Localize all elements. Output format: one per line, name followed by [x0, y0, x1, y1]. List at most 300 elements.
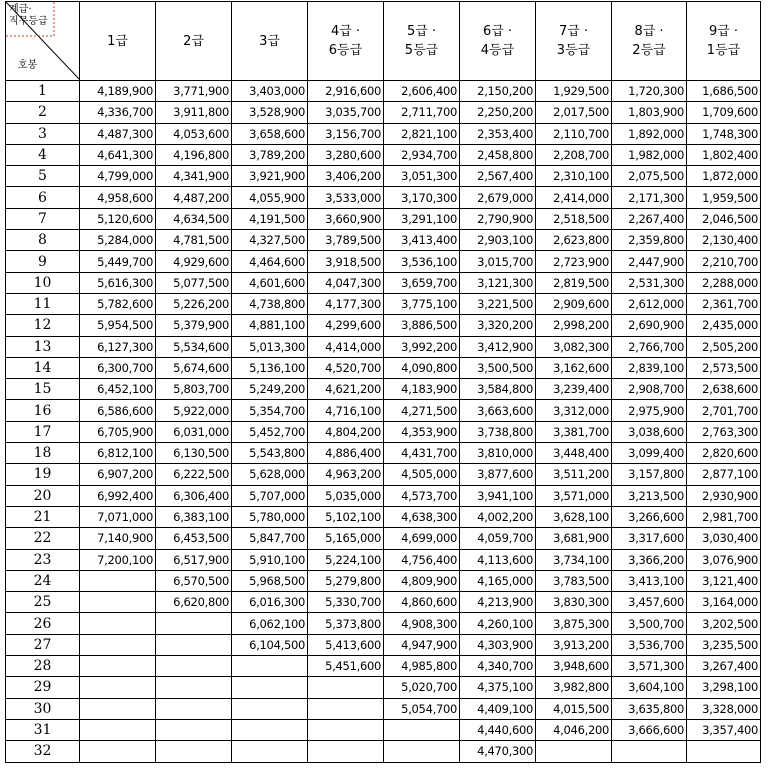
salary-cell: 5,102,100 [308, 506, 384, 527]
salary-cell: 4,601,600 [232, 272, 308, 293]
salary-cell: 6,383,100 [156, 506, 232, 527]
salary-cell: 3,681,900 [536, 528, 612, 549]
salary-cell: 6,306,400 [156, 485, 232, 506]
salary-cell: 4,015,500 [536, 698, 612, 719]
salary-cell: 2,447,900 [612, 251, 687, 272]
table-row [6, 656, 761, 677]
salary-cell: 1,872,000 [687, 166, 761, 187]
salary-cell: 2,766,700 [612, 336, 687, 357]
salary-cell: 2,171,300 [612, 187, 687, 208]
salary-cell [308, 698, 384, 719]
step-cell: 8 [6, 230, 80, 251]
salary-cell: 5,534,600 [156, 336, 232, 357]
salary-cell: 5,707,000 [232, 485, 308, 506]
salary-cell: 6,620,800 [156, 592, 232, 613]
salary-cell: 2,267,400 [612, 208, 687, 229]
salary-cell: 4,908,300 [384, 613, 460, 634]
step-cell: 18 [6, 443, 80, 464]
salary-cell: 2,573,500 [687, 357, 761, 378]
salary-cell: 5,035,000 [308, 485, 384, 506]
salary-cell: 3,076,900 [687, 549, 761, 570]
salary-cell: 2,435,000 [687, 315, 761, 336]
step-cell: 6 [6, 187, 80, 208]
salary-cell: 5,674,600 [156, 357, 232, 378]
salary-cell: 3,771,900 [156, 81, 232, 102]
salary-cell: 4,375,100 [460, 677, 536, 698]
salary-cell: 3,635,800 [612, 698, 687, 719]
salary-cell: 3,877,600 [460, 464, 536, 485]
salary-cell: 3,015,700 [460, 251, 536, 272]
salary-cell: 3,082,300 [536, 336, 612, 357]
salary-cell [384, 741, 460, 762]
table-row [6, 230, 761, 251]
step-cell: 24 [6, 570, 80, 591]
salary-cell: 3,783,500 [536, 570, 612, 591]
salary-cell: 5,780,000 [232, 506, 308, 527]
step-cell: 25 [6, 592, 80, 613]
table-row [6, 634, 761, 655]
salary-cell: 2,623,800 [536, 230, 612, 251]
salary-cell: 4,271,500 [384, 400, 460, 421]
salary-cell [232, 719, 308, 740]
salary-cell: 3,202,500 [687, 613, 761, 634]
salary-cell: 4,756,400 [384, 549, 460, 570]
salary-cell: 4,189,900 [80, 81, 156, 102]
table-row [6, 315, 761, 336]
salary-cell: 3,911,800 [156, 102, 232, 123]
salary-cell: 3,571,300 [612, 656, 687, 677]
salary-cell: 3,121,400 [687, 570, 761, 591]
salary-cell: 5,165,000 [308, 528, 384, 549]
salary-cell: 3,121,300 [460, 272, 536, 293]
salary-cell [308, 677, 384, 698]
table-row [6, 166, 761, 187]
salary-cell: 4,090,800 [384, 357, 460, 378]
salary-cell: 2,820,600 [687, 443, 761, 464]
step-cell: 16 [6, 400, 80, 421]
salary-cell: 4,299,600 [308, 315, 384, 336]
salary-cell: 4,738,800 [232, 293, 308, 314]
table-row [6, 336, 761, 357]
salary-cell [156, 656, 232, 677]
salary-cell: 3,992,200 [384, 336, 460, 357]
salary-cell: 6,992,400 [80, 485, 156, 506]
salary-cell: 2,250,200 [460, 102, 536, 123]
salary-cell: 2,017,500 [536, 102, 612, 123]
grade-header: 9급 · 1등급 [687, 2, 761, 81]
salary-cell: 2,711,700 [384, 102, 460, 123]
salary-cell: 6,907,200 [80, 464, 156, 485]
salary-cell: 3,913,200 [536, 634, 612, 655]
salary-cell: 6,453,500 [156, 528, 232, 549]
salary-cell: 2,839,100 [612, 357, 687, 378]
salary-cell [232, 677, 308, 698]
salary-table [5, 1, 761, 763]
salary-cell: 5,449,700 [80, 251, 156, 272]
step-cell: 29 [6, 677, 80, 698]
table-row [6, 719, 761, 740]
table-row [6, 464, 761, 485]
salary-cell: 6,517,900 [156, 549, 232, 570]
step-cell: 22 [6, 528, 80, 549]
salary-cell: 4,799,000 [80, 166, 156, 187]
salary-cell: 7,200,100 [80, 549, 156, 570]
salary-cell: 5,968,500 [232, 570, 308, 591]
salary-cell: 4,440,600 [460, 719, 536, 740]
salary-cell: 2,763,300 [687, 421, 761, 442]
salary-cell [232, 656, 308, 677]
table-row [6, 379, 761, 400]
salary-cell: 4,191,500 [232, 208, 308, 229]
step-cell: 2 [6, 102, 80, 123]
salary-cell [232, 698, 308, 719]
salary-cell: 5,354,700 [232, 400, 308, 421]
salary-cell: 2,567,400 [460, 166, 536, 187]
step-cell: 11 [6, 293, 80, 314]
salary-cell: 7,140,900 [80, 528, 156, 549]
salary-cell: 7,071,000 [80, 506, 156, 527]
salary-cell: 5,077,500 [156, 272, 232, 293]
salary-cell: 2,046,500 [687, 208, 761, 229]
salary-cell: 4,470,300 [460, 741, 536, 762]
salary-cell [536, 741, 612, 762]
salary-cell: 2,975,900 [612, 400, 687, 421]
table-row [6, 506, 761, 527]
salary-cell: 4,860,600 [384, 592, 460, 613]
salary-cell: 4,053,600 [156, 123, 232, 144]
salary-cell: 1,686,500 [687, 81, 761, 102]
salary-cell: 3,604,100 [612, 677, 687, 698]
salary-cell: 1,802,400 [687, 144, 761, 165]
table-row [6, 81, 761, 102]
grade-header: 4급 · 6등급 [308, 2, 384, 81]
salary-cell: 6,130,500 [156, 443, 232, 464]
step-cell: 17 [6, 421, 80, 442]
salary-cell: 3,051,300 [384, 166, 460, 187]
salary-cell: 3,413,400 [384, 230, 460, 251]
salary-cell: 4,699,000 [384, 528, 460, 549]
salary-cell: 4,196,800 [156, 144, 232, 165]
salary-cell: 2,903,100 [460, 230, 536, 251]
salary-cell: 4,985,800 [384, 656, 460, 677]
salary-cell: 4,409,100 [460, 698, 536, 719]
salary-cell: 1,892,000 [612, 123, 687, 144]
salary-cell: 3,941,100 [460, 485, 536, 506]
salary-cell [156, 677, 232, 698]
salary-cell [80, 634, 156, 655]
salary-cell [80, 719, 156, 740]
salary-cell: 4,055,900 [232, 187, 308, 208]
salary-cell: 3,536,100 [384, 251, 460, 272]
step-cell: 4 [6, 144, 80, 165]
salary-cell: 5,373,800 [308, 613, 384, 634]
step-cell: 21 [6, 506, 80, 527]
salary-cell [156, 741, 232, 762]
salary-cell [80, 656, 156, 677]
table-row [6, 570, 761, 591]
salary-cell: 2,150,200 [460, 81, 536, 102]
salary-cell: 4,634,500 [156, 208, 232, 229]
salary-cell: 4,431,700 [384, 443, 460, 464]
salary-cell: 6,104,500 [232, 634, 308, 655]
salary-cell: 4,886,400 [308, 443, 384, 464]
salary-cell: 6,222,500 [156, 464, 232, 485]
salary-cell: 4,804,200 [308, 421, 384, 442]
salary-cell: 1,982,000 [612, 144, 687, 165]
step-cell: 19 [6, 464, 80, 485]
salary-cell: 2,353,400 [460, 123, 536, 144]
salary-cell: 4,341,900 [156, 166, 232, 187]
salary-cell: 3,982,800 [536, 677, 612, 698]
salary-cell: 4,621,200 [308, 379, 384, 400]
salary-cell: 1,929,500 [536, 81, 612, 102]
salary-cell: 2,606,400 [384, 81, 460, 102]
salary-cell: 1,803,900 [612, 102, 687, 123]
table-row [6, 251, 761, 272]
salary-cell: 4,046,200 [536, 719, 612, 740]
salary-cell: 3,030,400 [687, 528, 761, 549]
salary-cell: 3,660,900 [308, 208, 384, 229]
step-cell: 15 [6, 379, 80, 400]
salary-cell: 3,035,700 [308, 102, 384, 123]
salary-cell: 2,414,000 [536, 187, 612, 208]
step-cell: 31 [6, 719, 80, 740]
salary-cell [156, 719, 232, 740]
salary-cell: 3,170,300 [384, 187, 460, 208]
table-row [6, 187, 761, 208]
salary-cell: 5,922,000 [156, 400, 232, 421]
table-row [6, 677, 761, 698]
salary-cell: 4,638,300 [384, 506, 460, 527]
salary-cell: 2,359,800 [612, 230, 687, 251]
salary-cell: 4,336,700 [80, 102, 156, 123]
salary-cell: 2,208,700 [536, 144, 612, 165]
table-row [6, 549, 761, 570]
salary-cell [612, 741, 687, 762]
table-row [6, 421, 761, 442]
salary-cell: 5,226,200 [156, 293, 232, 314]
salary-cell: 4,260,100 [460, 613, 536, 634]
salary-cell: 2,701,700 [687, 400, 761, 421]
step-cell: 20 [6, 485, 80, 506]
table-row [6, 485, 761, 506]
salary-cell: 4,059,700 [460, 528, 536, 549]
salary-cell: 5,013,300 [232, 336, 308, 357]
step-cell: 30 [6, 698, 80, 719]
salary-cell: 4,303,900 [460, 634, 536, 655]
table-row [6, 123, 761, 144]
salary-cell [156, 634, 232, 655]
table-row [6, 592, 761, 613]
salary-cell: 6,570,500 [156, 570, 232, 591]
salary-cell: 5,136,100 [232, 357, 308, 378]
salary-cell: 3,291,100 [384, 208, 460, 229]
salary-cell: 5,249,200 [232, 379, 308, 400]
salary-cell: 2,909,600 [536, 293, 612, 314]
salary-cell: 2,288,000 [687, 272, 761, 293]
step-cell: 5 [6, 166, 80, 187]
salary-cell: 3,235,500 [687, 634, 761, 655]
salary-cell: 3,948,600 [536, 656, 612, 677]
salary-cell: 6,812,100 [80, 443, 156, 464]
salary-cell [80, 592, 156, 613]
step-cell: 27 [6, 634, 80, 655]
salary-cell: 2,612,000 [612, 293, 687, 314]
salary-cell: 2,723,900 [536, 251, 612, 272]
table-row [6, 741, 761, 762]
salary-cell: 2,934,700 [384, 144, 460, 165]
salary-cell: 3,213,500 [612, 485, 687, 506]
salary-cell: 3,659,700 [384, 272, 460, 293]
step-cell: 26 [6, 613, 80, 634]
salary-cell: 5,803,700 [156, 379, 232, 400]
salary-cell: 4,340,700 [460, 656, 536, 677]
salary-cell: 3,658,600 [232, 123, 308, 144]
salary-cell: 3,406,200 [308, 166, 384, 187]
salary-cell: 2,908,700 [612, 379, 687, 400]
salary-cell: 2,075,500 [612, 166, 687, 187]
salary-cell: 3,312,000 [536, 400, 612, 421]
grade-header: 6급 · 4등급 [460, 2, 536, 81]
salary-cell: 3,239,400 [536, 379, 612, 400]
salary-cell: 1,748,300 [687, 123, 761, 144]
salary-cell: 4,464,600 [232, 251, 308, 272]
salary-cell: 4,881,100 [232, 315, 308, 336]
salary-cell [156, 698, 232, 719]
salary-cell: 1,709,600 [687, 102, 761, 123]
salary-cell: 3,038,600 [612, 421, 687, 442]
salary-cell: 4,487,300 [80, 123, 156, 144]
salary-cell [80, 741, 156, 762]
salary-cell: 2,679,000 [460, 187, 536, 208]
table-row [6, 357, 761, 378]
salary-cell: 5,452,700 [232, 421, 308, 442]
table-row [6, 443, 761, 464]
salary-cell: 2,916,600 [308, 81, 384, 102]
salary-cell: 2,361,700 [687, 293, 761, 314]
salary-cell: 3,500,700 [612, 613, 687, 634]
salary-cell: 5,782,600 [80, 293, 156, 314]
salary-cell: 2,130,400 [687, 230, 761, 251]
salary-cell: 4,716,100 [308, 400, 384, 421]
table-row [6, 144, 761, 165]
salary-cell [232, 741, 308, 762]
salary-cell: 5,279,800 [308, 570, 384, 591]
salary-cell: 3,267,400 [687, 656, 761, 677]
salary-cell: 4,947,900 [384, 634, 460, 655]
salary-cell: 4,002,200 [460, 506, 536, 527]
salary-cell: 2,690,900 [612, 315, 687, 336]
salary-cell: 4,963,200 [308, 464, 384, 485]
salary-cell: 5,628,000 [232, 464, 308, 485]
salary-cell: 6,705,900 [80, 421, 156, 442]
salary-cell: 5,954,500 [80, 315, 156, 336]
salary-cell: 4,809,900 [384, 570, 460, 591]
salary-cell: 2,819,500 [536, 272, 612, 293]
salary-cell: 3,875,300 [536, 613, 612, 634]
salary-cell: 3,918,500 [308, 251, 384, 272]
header-rank-label: 계급· 직무등급 [9, 4, 48, 27]
salary-cell: 5,847,700 [232, 528, 308, 549]
salary-cell: 6,031,000 [156, 421, 232, 442]
step-cell: 32 [6, 741, 80, 762]
step-cell: 1 [6, 81, 80, 102]
salary-cell: 5,020,700 [384, 677, 460, 698]
salary-cell: 4,113,600 [460, 549, 536, 570]
table-row [6, 613, 761, 634]
salary-cell: 3,810,000 [460, 443, 536, 464]
table-row [6, 400, 761, 421]
salary-cell: 3,663,600 [460, 400, 536, 421]
salary-cell: 5,910,100 [232, 549, 308, 570]
salary-cell: 3,789,500 [308, 230, 384, 251]
grade-header: 3급 [232, 2, 308, 81]
salary-cell: 3,528,900 [232, 102, 308, 123]
grade-header: 2급 [156, 2, 232, 81]
salary-cell: 3,320,200 [460, 315, 536, 336]
salary-cell: 2,505,200 [687, 336, 761, 357]
salary-cell: 3,317,600 [612, 528, 687, 549]
cropped-text-line [0, 772, 768, 780]
salary-cell: 2,930,900 [687, 485, 761, 506]
table-row [6, 698, 761, 719]
salary-cell: 5,120,600 [80, 208, 156, 229]
salary-cell: 5,330,700 [308, 592, 384, 613]
step-cell: 3 [6, 123, 80, 144]
salary-cell: 4,414,000 [308, 336, 384, 357]
step-cell: 13 [6, 336, 80, 357]
salary-cell: 4,487,200 [156, 187, 232, 208]
salary-cell: 5,054,700 [384, 698, 460, 719]
salary-cell: 3,164,000 [687, 592, 761, 613]
salary-cell: 3,156,700 [308, 123, 384, 144]
salary-cell: 3,457,600 [612, 592, 687, 613]
salary-cell: 3,403,000 [232, 81, 308, 102]
salary-cell [308, 741, 384, 762]
table-row [6, 102, 761, 123]
salary-cell [80, 677, 156, 698]
salary-cell: 2,981,700 [687, 506, 761, 527]
salary-cell [80, 570, 156, 591]
table-row [6, 528, 761, 549]
salary-cell: 5,413,600 [308, 634, 384, 655]
salary-cell: 4,573,700 [384, 485, 460, 506]
salary-cell: 3,500,500 [460, 357, 536, 378]
salary-cell: 3,413,100 [612, 570, 687, 591]
step-cell: 10 [6, 272, 80, 293]
salary-cell: 1,959,500 [687, 187, 761, 208]
grade-header: 8급 · 2등급 [612, 2, 687, 81]
salary-cell: 6,016,300 [232, 592, 308, 613]
header-row [6, 2, 761, 81]
salary-cell [156, 613, 232, 634]
step-cell: 14 [6, 357, 80, 378]
salary-cell: 6,300,700 [80, 357, 156, 378]
salary-cell: 3,366,200 [612, 549, 687, 570]
grade-header: 1급 [80, 2, 156, 81]
step-cell: 28 [6, 656, 80, 677]
salary-cell: 5,379,900 [156, 315, 232, 336]
salary-cell: 3,666,600 [612, 719, 687, 740]
salary-cell [80, 613, 156, 634]
salary-cell: 3,221,500 [460, 293, 536, 314]
salary-cell: 3,584,800 [460, 379, 536, 400]
table-row [6, 293, 761, 314]
salary-cell [308, 719, 384, 740]
salary-cell: 3,511,200 [536, 464, 612, 485]
salary-cell: 3,533,000 [308, 187, 384, 208]
salary-cell: 3,280,600 [308, 144, 384, 165]
